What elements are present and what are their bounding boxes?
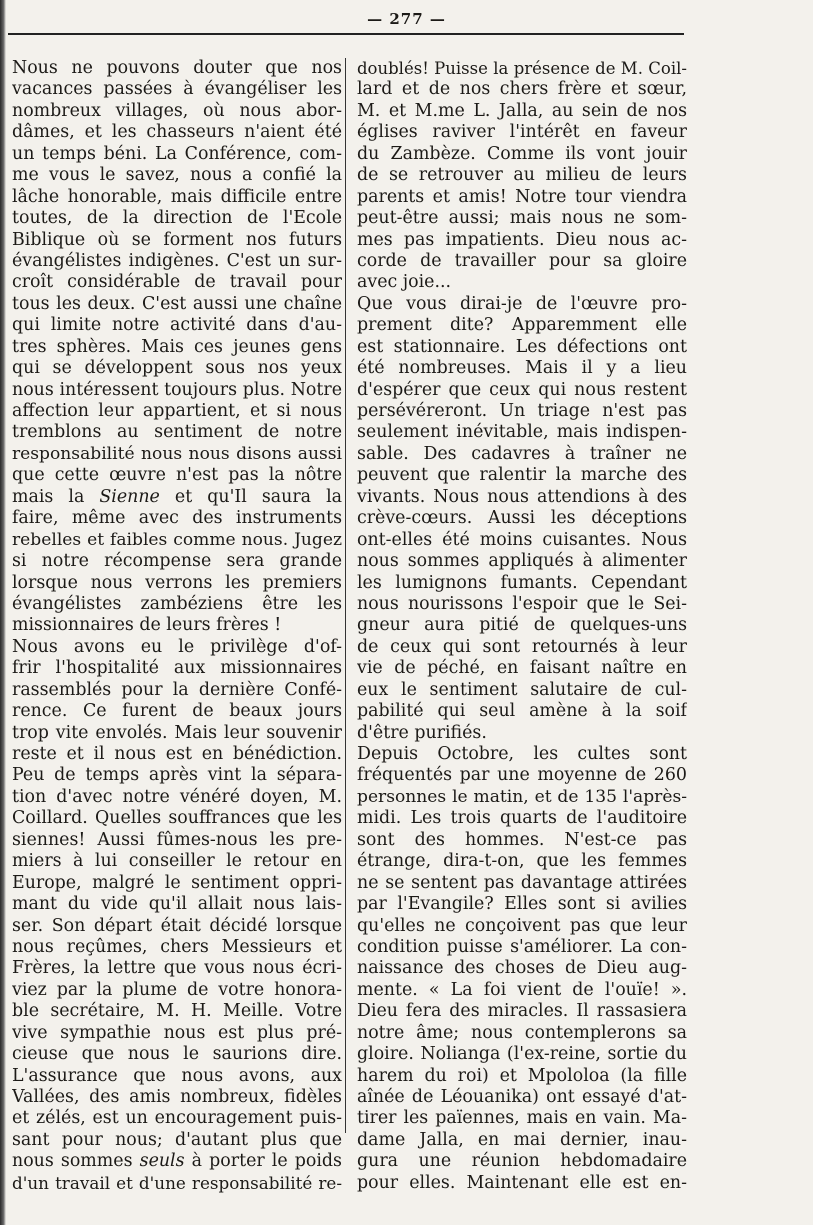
text-line: si notre récompense sera grande (12, 551, 342, 572)
text-line: dame Jalla, en mai dernier, inau- (357, 1129, 687, 1150)
text-line: rassemblés pour la dernière Confé- (12, 679, 342, 700)
text-line: que cette œuvre n'est pas la nôtre (12, 465, 342, 486)
page-binding-shadow (0, 0, 6, 1225)
text-line: trop vite envolés. Mais leur souvenir (12, 722, 342, 743)
text-line: nombreux villages, où nous abor- (12, 100, 342, 121)
text-line: dâmes, et les chasseurs n'aient été (12, 122, 342, 143)
text-line: sant pour nous; d'autant plus que (12, 1129, 342, 1150)
text-line: ont-elles été moins cuisantes. Nous (357, 529, 687, 550)
text-line: peut-être aussi; mais nous ne som- (357, 208, 687, 229)
text-line: notre âme; nous contemplerons sa (357, 1022, 687, 1043)
text-line: lard et de nos chers frère et sœur, (357, 79, 687, 100)
text-line: un temps béni. La Conférence, com- (12, 143, 342, 164)
text-line: tres sphères. Mais ces jeunes gens (12, 336, 342, 357)
text-line: gura une réunion hebdomadaire (357, 1151, 687, 1172)
text-line: midi. Les trois quarts de l'auditoire (357, 808, 687, 829)
text-line: doublés! Puisse la présence de M. Coil- (357, 59, 687, 78)
text-line: de se retrouver au milieu de leurs (357, 165, 687, 186)
text-line: tous les deux. C'est aussi une chaîne (12, 293, 342, 314)
text-line: tirer les païennes, mais en vain. Ma- (357, 1108, 687, 1129)
text-line: Depuis Octobre, les cultes sont (357, 744, 687, 764)
text-line: sable. Des cadavres à traîner ne (357, 443, 687, 464)
text-line: tremblons au sentiment de notre (12, 422, 342, 443)
text-line: mant du vide qu'il allait nous lais- (12, 894, 342, 915)
text-line: avec joie... (357, 272, 452, 293)
text-line: qui se développent sous nos yeux (12, 358, 342, 379)
text-line: et zélés, est un encouragement puis- (12, 1108, 342, 1129)
text-line: sont des hommes. N'est-ce pas (357, 829, 687, 850)
text-line: vivants. Nous nous attendions à des (357, 486, 687, 507)
text-line: Frères, la lettre que vous nous écri- (12, 958, 342, 979)
text-line: d'espérer que ceux qui nous restent (357, 379, 687, 400)
text-line: nous intéressent toujours plus. Notre (12, 379, 342, 400)
text-line: fréquentés par une moyenne de 260 (357, 765, 687, 786)
text-line: seulement inévitable, mais indispen- (357, 422, 687, 443)
text-line: Coillard. Quelles souffrances que les (12, 808, 342, 829)
header-rule (8, 33, 684, 35)
text-line: miers à lui conseiller le retour en (12, 851, 342, 872)
text-line: aînée de Léouanika) ont essayé d'at- (357, 1087, 687, 1107)
text-line: toutes, de la direction de l'Ecole (12, 208, 342, 229)
text-line: Europe, malgré le sentiment oppri- (12, 872, 342, 893)
text-line: étrange, dira-t-on, que les femmes (357, 851, 687, 872)
text-line: eux le sentiment salutaire de cul- (357, 679, 687, 700)
text-line: mes pas impatients. Dieu nous ac- (357, 229, 687, 250)
text-line: cieuse que nous le saurions dire. (12, 1044, 342, 1065)
text-line: ser. Son départ était décidé lorsque (12, 915, 342, 936)
text-line: été nombreuses. Mais il y a lieu (357, 358, 687, 379)
text-line: affection leur appartient, et si nous (12, 401, 342, 421)
text-line: personnes le matin, et de 135 l'après- (357, 786, 687, 807)
text-line: Que vous dirai-je de l'œuvre pro- (357, 293, 687, 314)
column-divider (345, 58, 346, 1133)
text-line: frir l'hospitalité aux missionnaires (12, 658, 342, 679)
text-line: viez par la plume de votre honora- (12, 979, 342, 1000)
text-line: lâche honorable, mais difficile entre (12, 186, 342, 207)
text-line: harem du roi) et Mpololoa (la fille (357, 1065, 687, 1086)
text-line: par l'Evangile? Elles sont si avilies (357, 894, 687, 915)
text-line: Dieu fera des miracles. Il rassasiera (357, 1001, 687, 1022)
text-line: d'un travail et d'une responsabilité re- (12, 1172, 342, 1193)
text-line: responsabilité nous nous disons aussi (12, 443, 342, 464)
text-line: pabilité qui seul amène à la soif (357, 701, 687, 722)
text-line: vacances passées à évangéliser les (12, 79, 342, 100)
text-line: me vous le savez, nous a confié la (12, 165, 342, 186)
text-line: qu'elles ne conçoivent pas que leur (357, 915, 687, 936)
text-line: Biblique où se forment nos futurs (12, 229, 342, 250)
text-line: corde de travailler pour sa gloire (357, 250, 687, 271)
text-line: est stationnaire. Les défections ont (357, 336, 687, 357)
text-line: prement dite? Apparemment elle (357, 315, 687, 336)
text-line: gneur aura pitié de quelques-uns (357, 615, 687, 636)
text-line: évangélistes zambéziens être les (12, 593, 342, 614)
text-line: naissance des choses de Dieu aug- (357, 958, 687, 979)
text-line: parents et amis! Notre tour viendra (357, 186, 687, 207)
text-line: nous nourissons l'espoir que le Sei- (357, 593, 687, 614)
text-line: mente. « La foi vient de l'ouïe! ». (357, 979, 687, 1000)
text-line: persévéreront. Un triage n'est pas (357, 401, 687, 421)
text-line: Peu de temps après vint la sépara- (12, 765, 342, 786)
text-line: condition puisse s'améliorer. La con- (357, 936, 687, 957)
text-line: reste et il nous est en bénédiction. (12, 744, 342, 764)
text-line: siennes! Aussi fûmes-nous les pre- (12, 829, 342, 850)
text-line: nous reçûmes, chers Messieurs et (12, 936, 342, 957)
text-line: missionnaires de leurs frères ! (12, 615, 282, 636)
text-line: L'assurance que nous avons, aux (12, 1065, 342, 1086)
text-line: vie de péché, en faisant naître en (357, 658, 687, 679)
text-line: lorsque nous verrons les premiers (12, 572, 342, 593)
text-line: gloire. Nolianga (l'ex-reine, sortie du (357, 1044, 687, 1065)
text-line: de ceux qui sont retournés à leur (357, 636, 687, 657)
text-line: peuvent que ralentir la marche des (357, 465, 687, 486)
text-line: Nous ne pouvons douter que nos (12, 58, 342, 78)
text-line: nous sommes seuls à porter le poids (12, 1151, 342, 1172)
text-line: ble secrétaire, M. H. Meille. Votre (12, 1001, 342, 1022)
text-line: évangélistes indigènes. C'est un sur- (12, 250, 342, 271)
right-text-column (357, 58, 687, 1194)
text-line: tion d'avec notre vénéré doyen, M. (12, 786, 342, 807)
text-line: croît considérable de travail pour (12, 272, 342, 293)
text-line: faire, même avec des instruments (12, 508, 342, 529)
text-line: ne se sentent pas davantage attirées (357, 872, 687, 893)
text-line: églises raviver l'intérêt en faveur (357, 122, 687, 143)
text-line: qui limite notre activité dans d'au- (12, 315, 342, 336)
text-line: rebelles et faibles comme nous. Jugez (12, 529, 342, 550)
text-line: crève-cœurs. Aussi les déceptions (357, 508, 687, 529)
left-text-column (12, 58, 342, 1194)
text-line: d'être purifiés. (357, 722, 487, 743)
text-line: les lumignons fumants. Cependant (357, 572, 687, 593)
text-line: du Zambèze. Comme ils vont jouir (357, 143, 687, 164)
text-line: rence. Ce furent de beaux jours (12, 701, 342, 722)
text-line: Nous avons eu le privilège d'of- (12, 636, 342, 657)
text-line: mais la Sienne et qu'Il saura la (12, 486, 342, 507)
page-number: — 277 — (367, 10, 446, 28)
text-line: Vallées, des amis nombreux, fidèles (12, 1087, 342, 1107)
text-line: pour elles. Maintenant elle est en- (357, 1172, 687, 1193)
text-line: vive sympathie nous est plus pré- (12, 1022, 342, 1043)
text-line: M. et M.me L. Jalla, au sein de nos (357, 100, 687, 121)
text-line: nous sommes appliqués à alimenter (357, 551, 687, 572)
